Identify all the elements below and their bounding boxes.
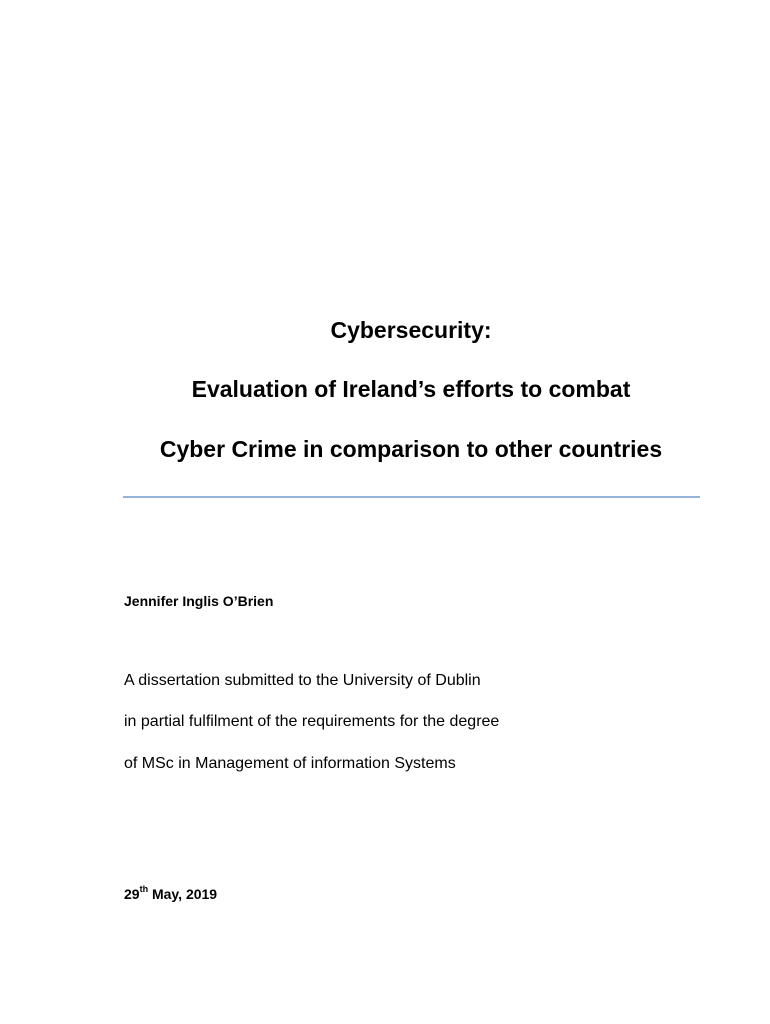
title-line-2: Evaluation of Ireland’s efforts to combat xyxy=(191,376,631,402)
submission-date xyxy=(124,885,217,903)
statement-line-3: of MSc in Management of information Systems xyxy=(124,755,456,772)
title-line-3: Cyber Crime in comparison to other countries xyxy=(159,436,663,462)
date-day: 29 xyxy=(124,886,140,902)
statement-line-1: A dissertation submitted to the University of Dublin xyxy=(124,672,481,689)
date-ordinal-suffix: th xyxy=(139,884,149,895)
author-name: Jennifer Inglis O’Brien xyxy=(124,593,274,609)
title-line-1: Cybersecurity: xyxy=(330,317,492,343)
title-divider xyxy=(123,496,700,498)
statement-line-2: in partial fulfilment of the requirements for the degree xyxy=(124,713,500,730)
date-month-year: May, 2019 xyxy=(148,886,218,902)
